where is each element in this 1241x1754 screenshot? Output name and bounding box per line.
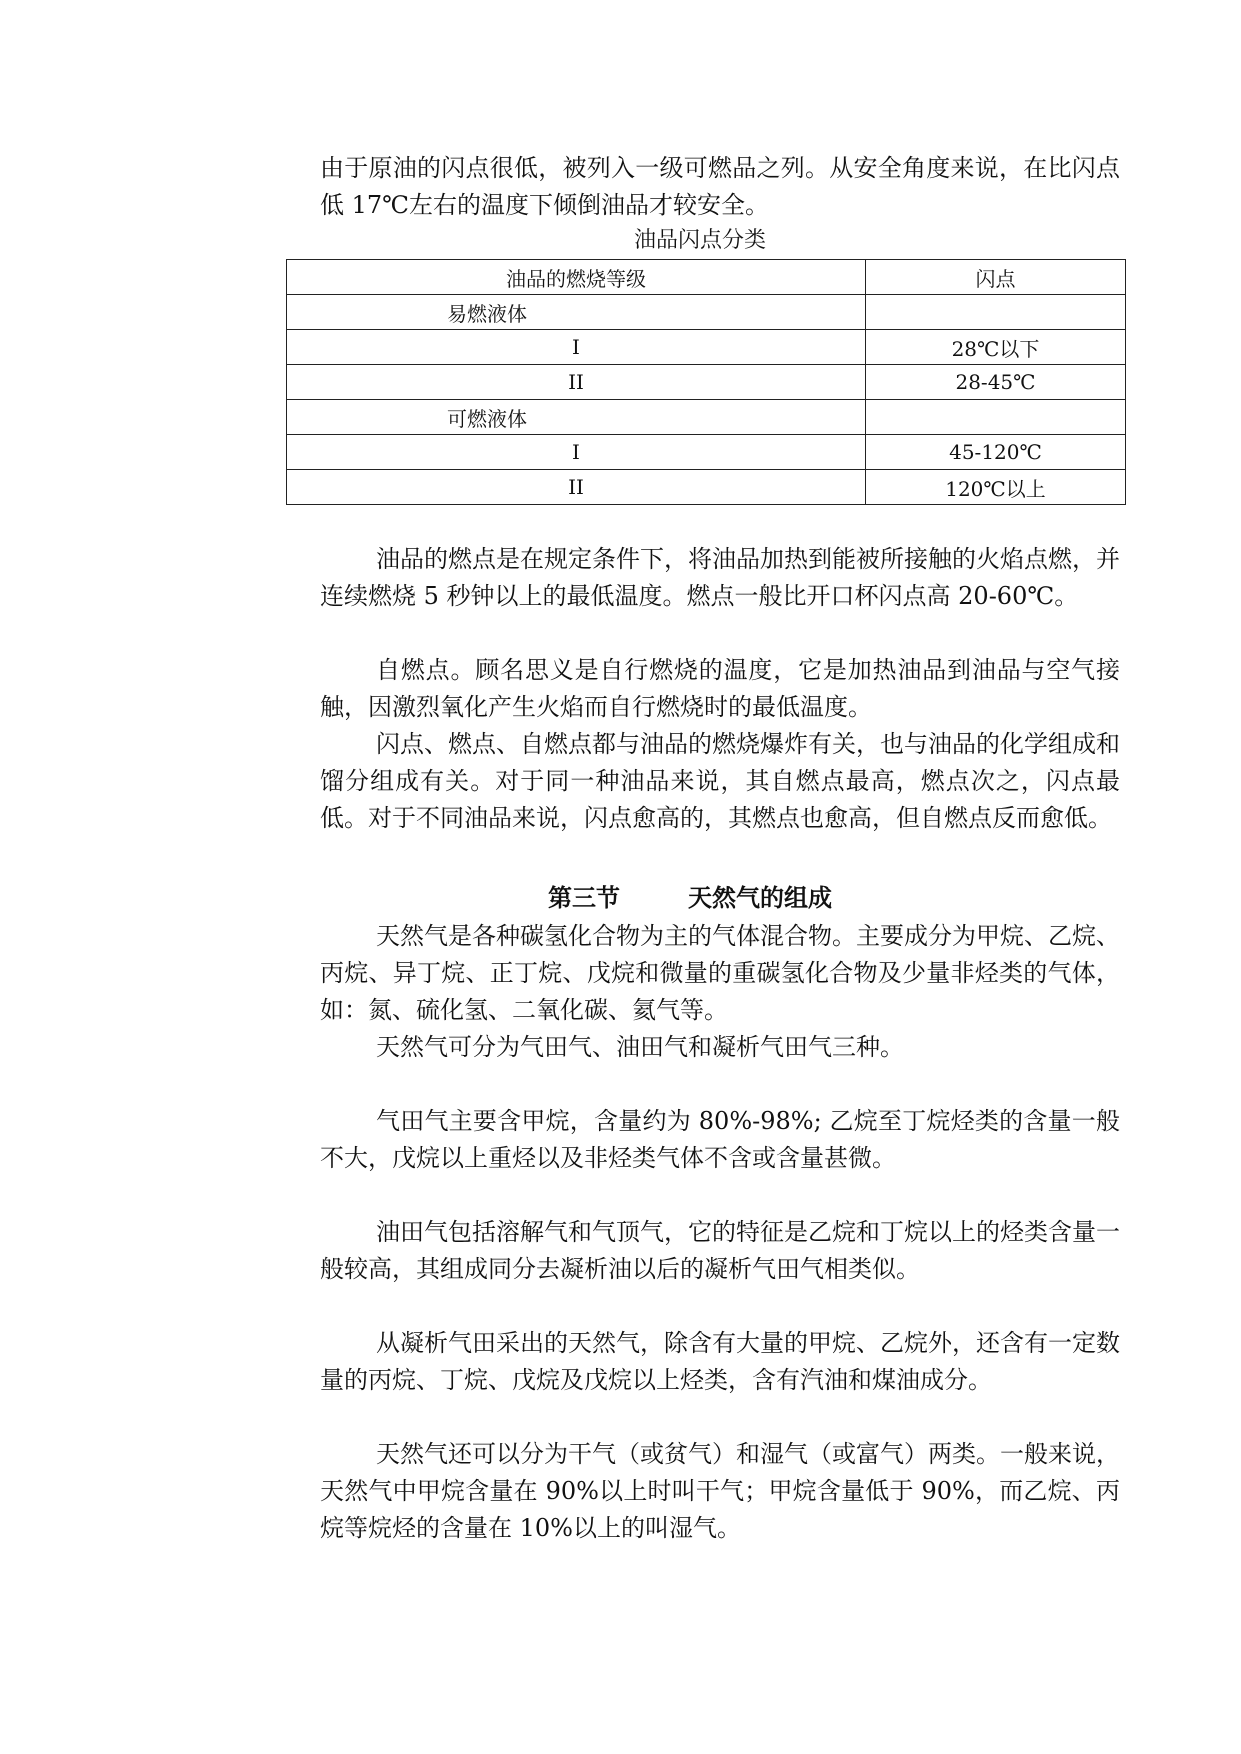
table-row bbox=[287, 435, 1126, 470]
gas-types-paragraph: 天然气可分为气田气、油田气和凝析气田气三种。 bbox=[376, 1033, 904, 1061]
flash-point-table bbox=[286, 259, 1126, 505]
fire-point-paragraph: 油品的燃点是在规定条件下，将油品加热到能被所接触的火焰点燃，并连续燃烧 5 秒钟以上的最低温度。燃点一般比开口杯闪点高 20-60℃。 bbox=[320, 545, 1120, 610]
oil-field-gas-paragraph: 油田气包括溶解气和气顶气，它的特征是乙烷和丁烷以上的烃类含量一般较高，其组成同分去凝析油以后的凝析气田气相类似。 bbox=[320, 1218, 1120, 1283]
cell-flash-point bbox=[866, 295, 1126, 330]
section-number: 第三节 bbox=[548, 883, 620, 912]
section-heading bbox=[260, 878, 1120, 918]
cell-grade: I bbox=[287, 330, 866, 365]
table-row bbox=[287, 470, 1126, 505]
intro-paragraph: 由于原油的闪点很低，被列入一级可燃品之列。从安全角度来说，在比闪点低 17℃左右的温度下倾倒油品才较安全。 bbox=[320, 154, 1120, 219]
cell-grade: I bbox=[287, 435, 866, 470]
header-flash-point: 闪点 bbox=[866, 260, 1126, 295]
cell-flash-point: 28℃以下 bbox=[866, 330, 1126, 365]
document-page bbox=[320, 150, 1120, 1547]
cell-grade: 易燃液体 bbox=[287, 295, 866, 330]
cell-flash-point bbox=[866, 400, 1126, 435]
table-header-row bbox=[287, 260, 1126, 295]
cell-flash-point: 28-45℃ bbox=[866, 365, 1126, 400]
dry-wet-gas-paragraph: 天然气还可以分为干气（或贫气）和湿气（或富气）两类。一般来说，天然气中甲烷含量在 90%以上时叫干气；甲烷含量低于 90%，而乙烷、丙烷等烷烃的含量在 10%以上的叫湿气。 bbox=[320, 1440, 1120, 1542]
table-row bbox=[287, 365, 1126, 400]
gas-field-paragraph: 气田气主要含甲烷，含量约为 80%-98%; 乙烷至丁烷烃类的含量一般不大，戊烷以上重烃以及非烃类气体不含或含量甚微。 bbox=[320, 1107, 1120, 1172]
table-row bbox=[287, 295, 1126, 330]
cell-grade: 可燃液体 bbox=[287, 400, 866, 435]
table-row bbox=[287, 400, 1126, 435]
relation-paragraph: 闪点、燃点、自燃点都与油品的燃烧爆炸有关，也与油品的化学组成和馏分组成有关。对于同一种油品来说，其自燃点最高，燃点次之，闪点最低。对于不同油品来说，闪点愈高的，其燃点也愈高，但自燃点反而愈低。 bbox=[320, 730, 1120, 832]
natural-gas-paragraph: 天然气是各种碳氢化合物为主的气体混合物。主要成分为甲烷、乙烷、丙烷、异丁烷、正丁烷、戊烷和微量的重碳氢化合物及少量非烃类的气体，如：氮、硫化氢、二氧化碳、氦气等。 bbox=[320, 922, 1120, 1024]
cell-grade: II bbox=[287, 365, 866, 400]
table-caption: 油品闪点分类 bbox=[633, 228, 766, 253]
section-title: 天然气的组成 bbox=[688, 883, 832, 912]
table-row bbox=[287, 330, 1126, 365]
autoignition-paragraph: 自燃点。顾名思义是自行燃烧的温度，它是加热油品到油品与空气接触，因激烈氧化产生火焰而自行燃烧时的最低温度。 bbox=[320, 656, 1120, 721]
header-grade: 油品的燃烧等级 bbox=[287, 260, 866, 295]
cell-flash-point: 45-120℃ bbox=[866, 435, 1126, 470]
cell-flash-point: 120℃以上 bbox=[866, 470, 1126, 505]
condensate-gas-paragraph: 从凝析气田采出的天然气，除含有大量的甲烷、乙烷外，还含有一定数量的丙烷、丁烷、戊烷及戊烷以上烃类，含有汽油和煤油成分。 bbox=[320, 1329, 1120, 1394]
cell-grade: II bbox=[287, 470, 866, 505]
